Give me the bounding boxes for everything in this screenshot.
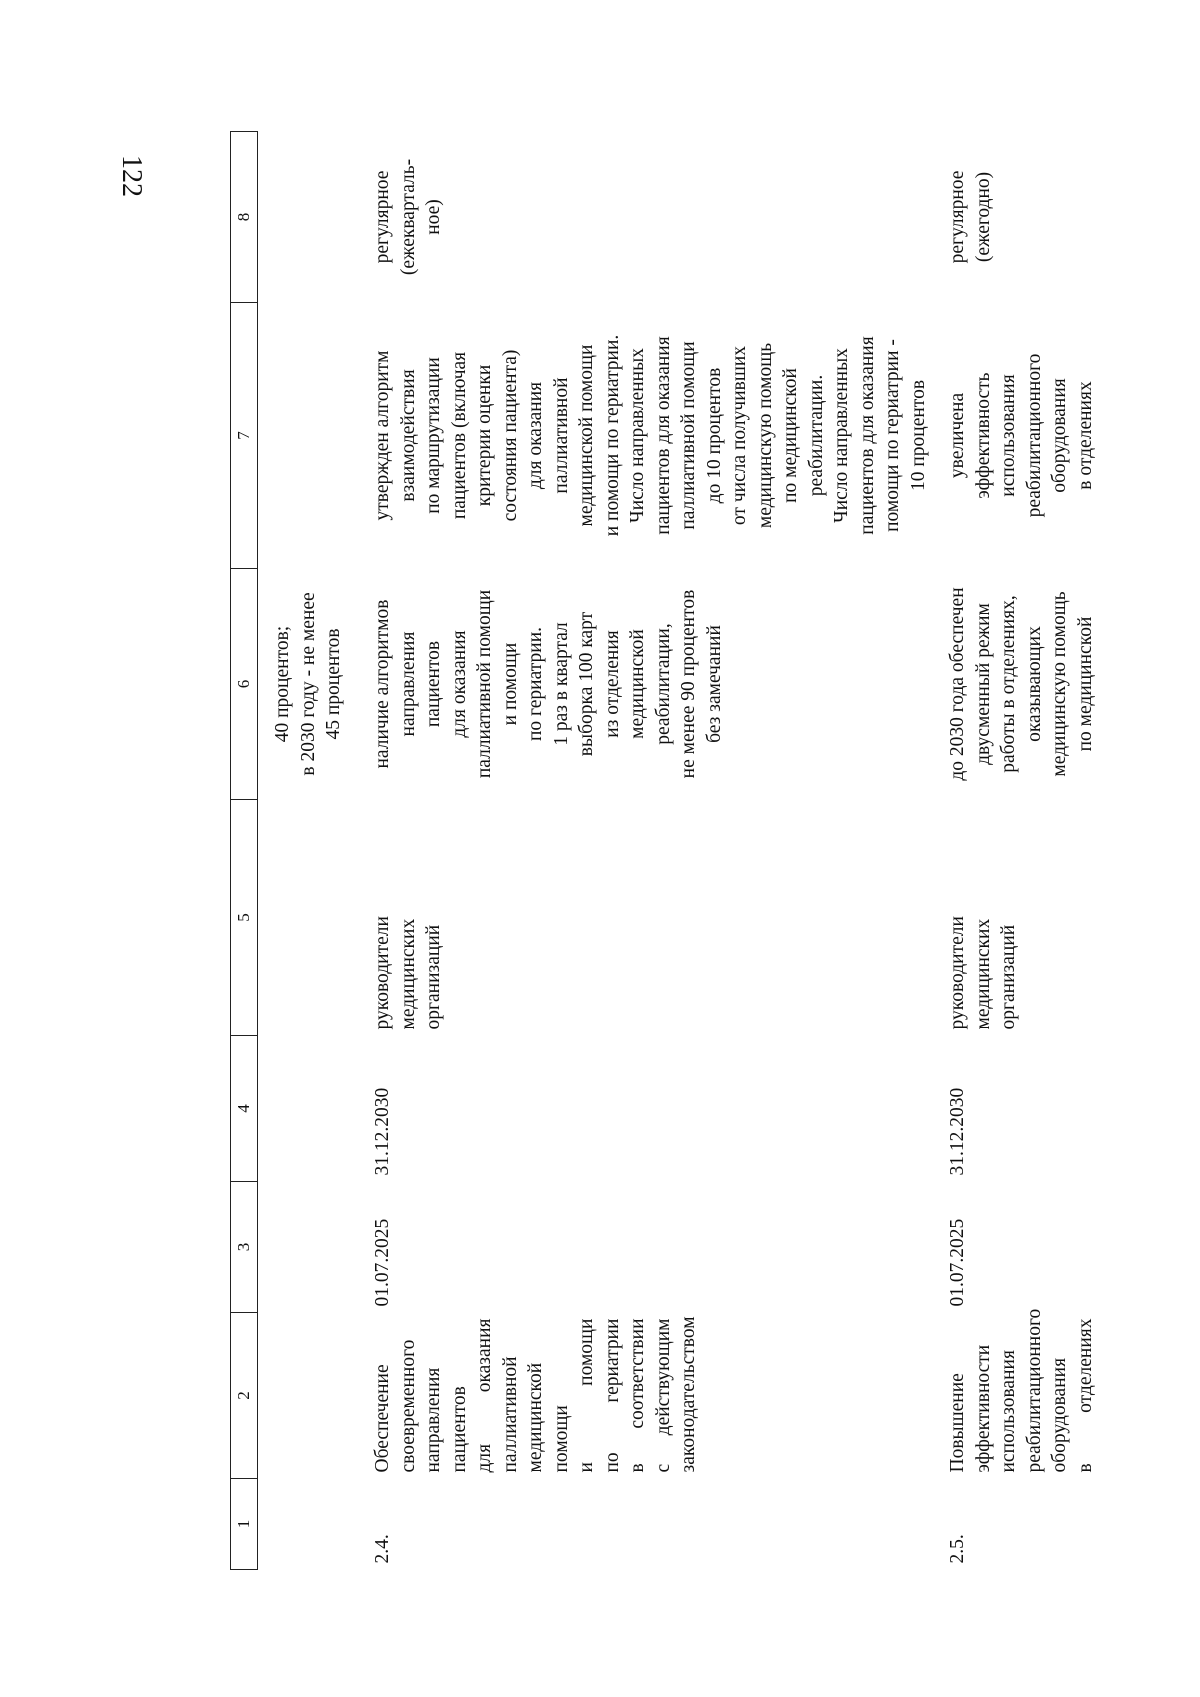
text-line: Повышение — [947, 1373, 968, 1473]
text-line: законодательством — [678, 1316, 699, 1473]
text-line: 40 процентов; — [272, 625, 293, 743]
text-line: помощи по гериатрии - — [882, 339, 903, 532]
page-number: 122 — [116, 155, 147, 197]
text-line: по медицинской — [780, 368, 801, 503]
cell-empty — [258, 800, 363, 1036]
text-line: для оказания — [474, 1318, 495, 1473]
rotated-table-area — [230, 140, 1096, 1570]
text-line: медицинской помощи — [525, 1362, 572, 1473]
text-line: до 2030 года обеспечен — [947, 587, 968, 781]
text-line: выборка 100 карт — [576, 611, 597, 757]
text-line: критерии оценки — [474, 364, 495, 507]
text-line: двусменный режим — [972, 603, 994, 765]
text-line: направления — [397, 631, 419, 737]
cell-empty — [258, 303, 363, 569]
text-line: медицинскую помощь — [1049, 591, 1070, 777]
cell-frequency — [362, 132, 937, 303]
text-line: паллиативной — [499, 1356, 521, 1473]
text-line: (ежегодно) — [972, 171, 994, 263]
column-header-8: 8 — [231, 132, 258, 303]
text-line: до 10 процентов — [703, 367, 725, 504]
text-line: Число направленных — [627, 348, 648, 523]
text-line: реабилитации. — [805, 374, 827, 497]
text-line: эффективности — [972, 1344, 994, 1473]
text-line: по маршрутизации — [423, 357, 444, 514]
text-line: руководители — [372, 916, 393, 1030]
column-header-2: 2 — [231, 1313, 258, 1479]
text-line: реабилитационного — [1023, 1308, 1045, 1473]
cell-empty — [258, 132, 363, 303]
text-line: 45 процентов — [323, 628, 344, 740]
cell-frequency — [937, 132, 1200, 303]
cell-responsible — [937, 800, 1200, 1036]
text-line: в отделениях — [1074, 381, 1096, 490]
text-line: увеличена — [947, 392, 968, 479]
text-line: своевременного — [397, 1339, 419, 1473]
text-line: медицинской — [627, 629, 648, 739]
text-line: 10 процентов — [907, 379, 929, 492]
text-line: направления — [423, 1367, 444, 1473]
text-line: наличие алгоритмов — [372, 599, 393, 769]
cell-measure-name — [937, 1308, 1200, 1479]
text-line: 1 раз в квартал — [550, 622, 572, 746]
text-line: из отделения — [601, 630, 623, 738]
cell-end-date: 31.12.2030 — [372, 1087, 393, 1176]
text-line: медицинских — [972, 918, 994, 1030]
cell-empty — [258, 1313, 363, 1479]
text-line: для оказания — [525, 381, 546, 490]
text-line: и помощи по гериатрии. — [601, 334, 623, 537]
cell-indicator-continued — [258, 569, 363, 800]
text-line: по гериатрии. — [525, 626, 546, 742]
column-header-5: 5 — [231, 800, 258, 1036]
table-row-2-5 — [937, 132, 1200, 1570]
cell-result — [362, 303, 937, 569]
text-line: оборудования — [1049, 378, 1070, 493]
text-line: по медицинской — [1074, 616, 1096, 752]
text-line: состояния пациента) — [499, 349, 521, 522]
column-header-4: 4 — [231, 1036, 258, 1182]
text-line: не менее 90 процентов — [678, 589, 699, 779]
text-line: оборудования — [1049, 1357, 1070, 1473]
text-line: Число направленных — [831, 348, 852, 523]
text-line: паллиативной помощи — [678, 341, 699, 530]
text-line: взаимодействия — [397, 369, 419, 502]
cell-empty — [258, 1036, 363, 1182]
text-line: паллиативной — [550, 377, 572, 494]
continuation-row — [258, 132, 363, 1570]
text-line: организаций — [998, 924, 1019, 1030]
text-line: пациентов — [423, 640, 444, 728]
text-line: и помощи — [499, 642, 521, 726]
text-line: использования — [998, 1350, 1019, 1473]
text-line: пациентов (включая — [448, 351, 470, 520]
cell-indicator — [362, 569, 937, 800]
cell-item-number: 2.4. — [372, 1534, 393, 1564]
column-header-3: 3 — [231, 1182, 258, 1313]
cell-item-number: 2.5. — [947, 1534, 968, 1564]
text-line: регулярное — [372, 170, 393, 264]
column-header-1: 1 — [231, 1479, 258, 1570]
cell-empty — [258, 1479, 363, 1570]
text-line: и помощи — [576, 1318, 597, 1473]
cell-result — [937, 303, 1200, 569]
text-line: медицинской помощи — [576, 344, 597, 527]
text-line: медицинских — [397, 918, 419, 1030]
text-line: Обеспечение — [372, 1364, 393, 1473]
text-line: организаций — [423, 924, 444, 1030]
text-line: реабилитации, — [652, 623, 674, 745]
text-line: оказывающих — [1023, 626, 1045, 742]
text-line: пациентов для оказания — [856, 336, 878, 535]
text-line: паллиативной помощи — [474, 589, 495, 779]
text-line: для оказания — [448, 630, 470, 738]
cell-start-date: 01.07.2025 — [372, 1218, 393, 1307]
text-line: утвержден алгоритм — [372, 350, 393, 521]
text-line: (ежекварталь- — [397, 158, 419, 276]
text-line: регулярное — [947, 170, 968, 264]
text-line: использования — [998, 374, 1019, 497]
text-line: реабилитационного — [1023, 353, 1045, 518]
text-line: с действующим — [652, 1318, 674, 1473]
text-line: эффективность — [972, 372, 994, 499]
column-number-header — [231, 132, 258, 1570]
column-header-7: 7 — [231, 303, 258, 569]
text-line: по гериатрии — [601, 1318, 623, 1473]
text-line: в 2030 году - не менее — [297, 592, 319, 776]
cell-responsible — [362, 800, 937, 1036]
text-line: руководители — [947, 916, 968, 1030]
text-line: от числа получивших — [729, 345, 750, 526]
text-line: пациентов для оказания — [652, 336, 674, 535]
column-header-6: 6 — [231, 569, 258, 800]
cell-empty — [258, 1182, 363, 1313]
cell-indicator — [937, 569, 1200, 800]
text-line: без замечаний — [703, 625, 725, 743]
table-row-2-4 — [362, 132, 937, 1570]
cell-end-date: 31.12.2030 — [947, 1087, 968, 1176]
text-line: в соответствии — [627, 1318, 648, 1473]
text-line: медицинскую помощь — [754, 342, 776, 529]
cell-start-date: 01.07.2025 — [947, 1218, 968, 1307]
text-line: в отделениях — [1074, 1318, 1096, 1473]
text-line: работы в отделениях, — [998, 595, 1019, 773]
cell-measure-name — [362, 1313, 937, 1479]
text-line: пациентов — [448, 1386, 470, 1473]
measures-table — [230, 131, 1200, 1570]
text-line: ное) — [423, 199, 444, 235]
